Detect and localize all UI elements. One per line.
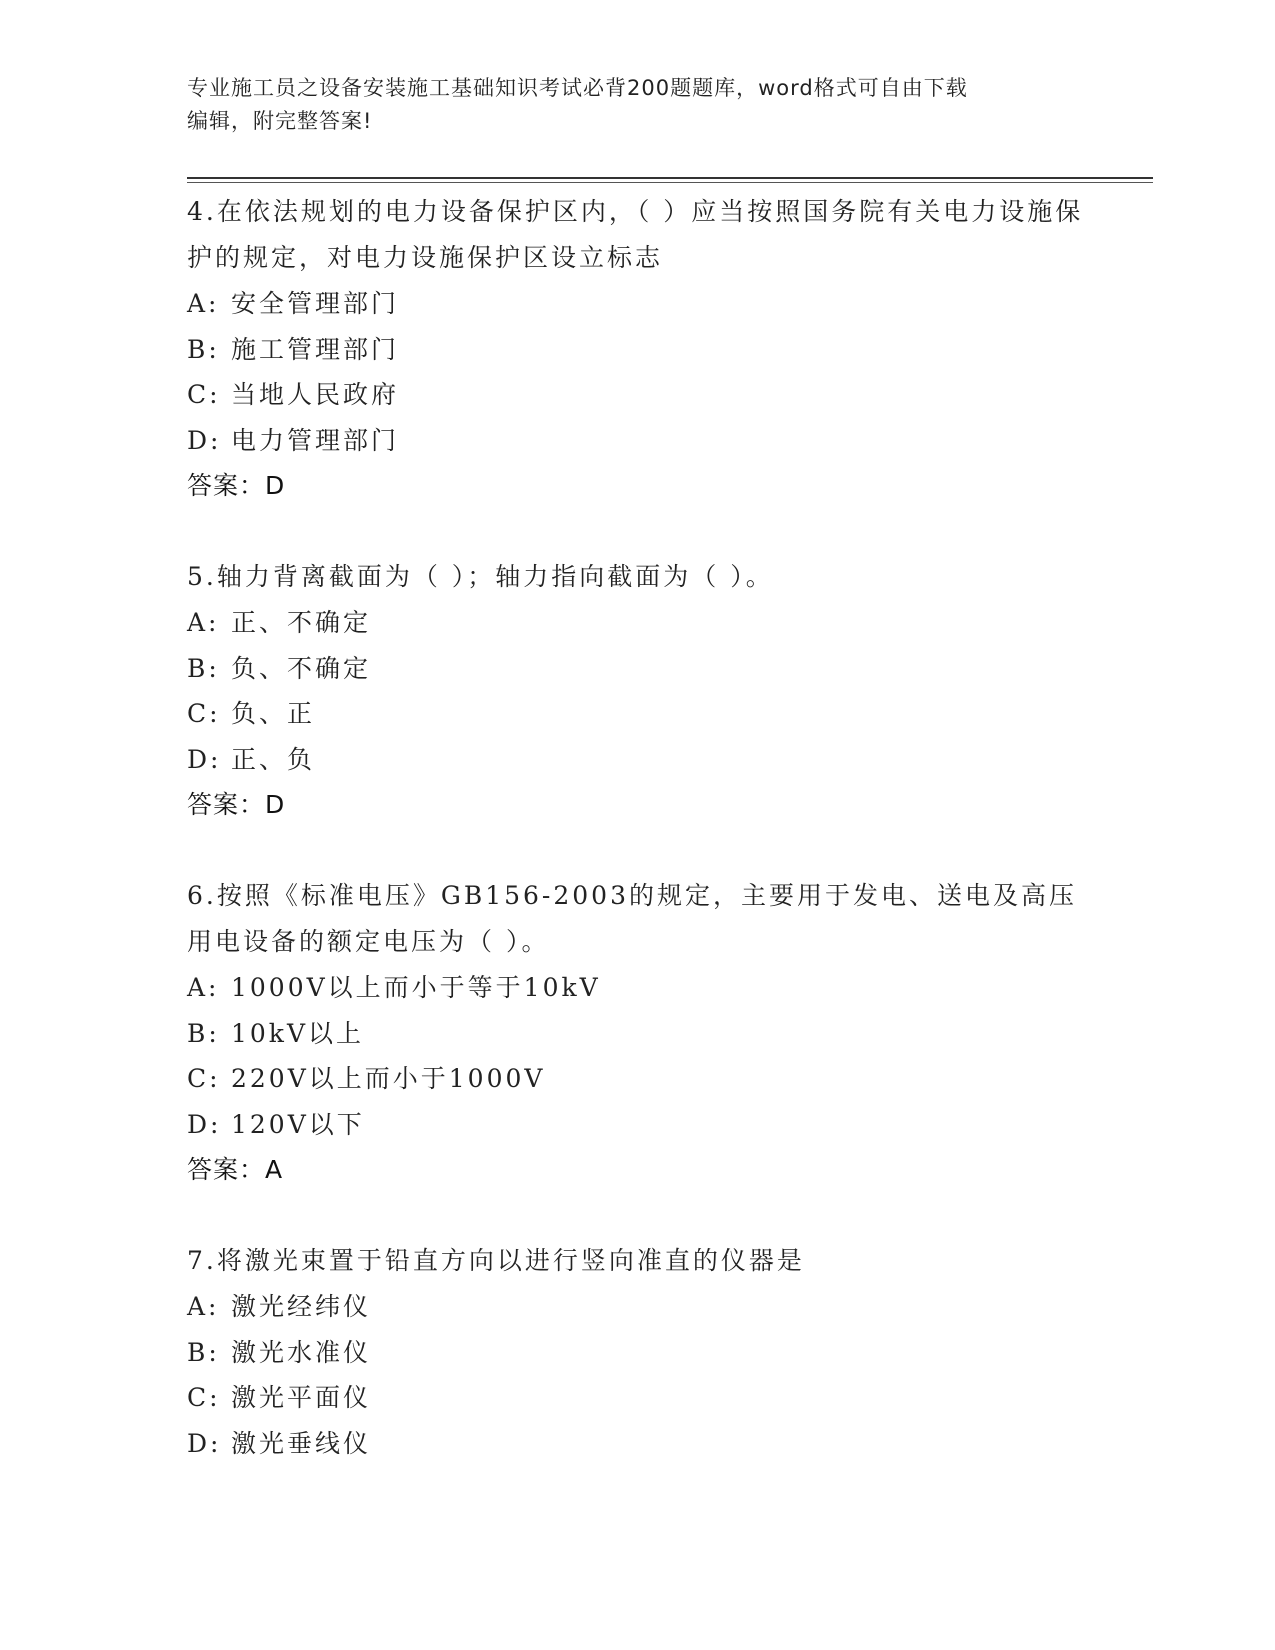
question-list [187, 189, 1087, 1511]
option-letter: D: [187, 744, 222, 774]
question-7 [187, 1238, 1087, 1466]
option-letter: C: [187, 1383, 221, 1412]
option-letter: B: [187, 1018, 220, 1048]
question-4 [187, 189, 1087, 509]
header-title-line2: 编辑，附完整答案! [187, 109, 373, 133]
option-text: 120V以下 [231, 1109, 365, 1139]
option-text: 施工管理部门 [231, 334, 400, 364]
option-letter: C: [187, 699, 221, 728]
option-text: 激光平面仪 [231, 1383, 372, 1412]
option-d [187, 737, 1087, 783]
option-letter: A: [187, 608, 220, 637]
header-divider-thick [187, 177, 1153, 179]
option-c [187, 1375, 1087, 1421]
option-text: 1000V以上而小于等于10kV [231, 973, 601, 1002]
option-text: 正、不确定 [231, 608, 372, 637]
option-b [187, 327, 1087, 373]
option-letter: A: [187, 289, 220, 318]
option-letter: C: [187, 380, 221, 409]
option-text: 负、不确定 [231, 653, 372, 683]
option-c [187, 1056, 1087, 1102]
option-text: 激光经纬仪 [231, 1292, 372, 1321]
option-text: 220V以上而小于1000V [231, 1064, 546, 1093]
answer-label: 答案：D [187, 790, 286, 819]
option-b [187, 646, 1087, 692]
option-letter: D: [187, 425, 222, 455]
option-letter: C: [187, 1064, 221, 1093]
option-a [187, 281, 1087, 327]
question-5 [187, 554, 1087, 828]
option-d [187, 1421, 1087, 1467]
question-text: 7.将激光束置于铅直方向以进行竖向准直的仪器是 [187, 1246, 805, 1275]
option-d [187, 418, 1087, 464]
option-a [187, 965, 1087, 1011]
option-text: 负、正 [231, 699, 316, 728]
option-b [187, 1330, 1087, 1376]
option-letter: A: [187, 1292, 220, 1321]
option-a [187, 600, 1087, 646]
option-letter: D: [187, 1109, 222, 1139]
option-c [187, 691, 1087, 737]
option-letter: B: [187, 1337, 220, 1367]
option-letter: A: [187, 973, 220, 1002]
option-text: 正、负 [231, 744, 316, 774]
option-a [187, 1284, 1087, 1330]
answer-label: 答案：D [187, 471, 286, 500]
question-6 [187, 873, 1087, 1193]
option-letter: B: [187, 653, 220, 683]
document-header [187, 72, 1087, 138]
option-text: 激光垂线仪 [231, 1428, 372, 1458]
answer-label: 答案：A [187, 1155, 284, 1184]
option-c [187, 372, 1087, 418]
option-text: 电力管理部门 [231, 425, 400, 455]
header-divider-thin [187, 182, 1153, 183]
question-text: 5.轴力背离截面为（ ）；轴力指向截面为（ ）。 [187, 562, 774, 591]
option-text: 安全管理部门 [231, 289, 400, 318]
header-title-line1: 专业施工员之设备安装施工基础知识考试必背200题题库，word格式可自由下载 [187, 76, 968, 100]
option-letter: D: [187, 1428, 222, 1458]
question-text: 4.在依法规划的电力设备保护区内，（ ）应当按照国务院有关电力设施保护的规定，对电力设施保护区设立标志 [187, 197, 1084, 272]
option-text: 10kV以上 [231, 1018, 365, 1048]
option-letter: B: [187, 334, 220, 364]
option-text: 当地人民政府 [231, 380, 400, 409]
option-b [187, 1011, 1087, 1057]
option-d [187, 1102, 1087, 1148]
option-text: 激光水准仪 [231, 1337, 372, 1367]
question-text: 6.按照《标准电压》GB156-2003的规定，主要用于发电、送电及高压用电设备的额定电压为（ ）。 [187, 881, 1077, 956]
